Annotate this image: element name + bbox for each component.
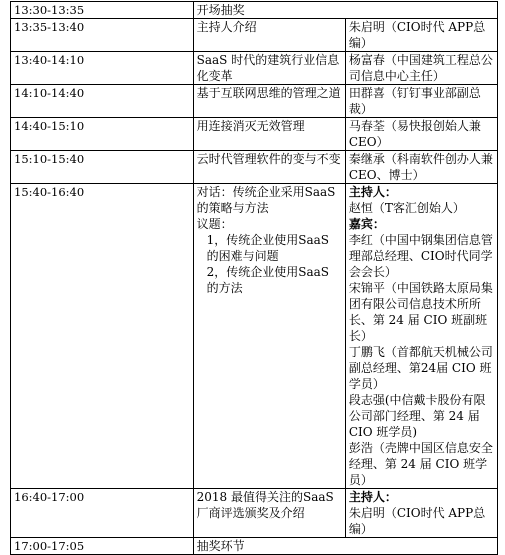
agenda-table [10,1,498,555]
table-row [11,2,498,19]
topic-cell: 用连接消灭无效管理 [193,118,345,151]
table-row [11,118,498,151]
guest-item: 丁鹏飞（首都航天机械公司副总经理、第24届 CIO 班学员） [348,345,493,391]
speaker-cell: 秦继承（科南软件创办人兼 CEO、博士） [345,151,497,184]
time-cell: 16:40-17:00 [11,489,194,538]
guest-item: 段志强(中信戴卡股份有限公司部门经理、第 24 届 CIO 班学员) [348,393,486,439]
time-cell: 13:40-14:10 [11,52,194,85]
speaker-cell: 田群喜（钉钉事业部副总裁） [345,85,497,118]
time-cell: 15:40-16:40 [11,184,194,489]
speaker-cell [345,184,497,489]
topic-cell: 2018 最值得关注的SaaS 厂商评选颁奖及介绍 [193,489,345,538]
guest-item: 宋锦平（中国铁路太原局集团有限公司信息技术所所长、第 24 届 CIO 班副班长） [348,281,493,343]
topic-cell: 云时代管理软件的变与不变 [193,151,345,184]
speaker-cell: 朱启明（CIO时代 APP总编） [345,19,497,52]
host-name: 朱启明（CIO时代 APP总编） [348,506,486,536]
guests-label: 嘉宾： [348,217,385,231]
topic-line: 对话：传统企业采用SaaS 的策略与方法 [196,185,336,215]
time-cell: 14:10-14:40 [11,85,194,118]
speaker-cell: 杨富春（中国建筑工程总公司信息中心主任） [345,52,497,85]
topic-cell: 基于互联网思维的管理之道 [193,85,345,118]
time-cell: 13:30-13:35 [11,2,194,19]
topic-line: 议题： [196,217,233,231]
time-cell: 13:35-13:40 [11,19,194,52]
topic-cell: 主持人介绍 [193,19,345,52]
topic-line: 1，传统企业使用SaaS 的困难与问题 [206,233,330,263]
table-row [11,538,498,555]
table-row [11,489,498,538]
topic-cell: 抽奖环节 [193,538,497,555]
topic-cell: SaaS 时代的建筑行业信息化变革 [193,52,345,85]
table-row [11,52,498,85]
table-row [11,184,498,489]
time-cell: 14:40-15:10 [11,118,194,151]
topic-cell: 开场抽奖 [193,2,497,19]
speaker-cell: 马春荃（易快报创始人兼CEO） [345,118,497,151]
speaker-cell [345,489,497,538]
topic-cell [193,184,345,489]
table-row [11,19,498,52]
table-row [11,85,498,118]
host-name: 赵恒（T客汇创始人） [348,201,465,215]
table-row [11,151,498,184]
host-label: 主持人： [348,490,397,504]
time-cell: 15:10-15:40 [11,151,194,184]
time-cell: 17:00-17:05 [11,538,194,555]
host-label: 主持人： [348,185,397,199]
guest-item: 李红（中国中钢集团信息管理部总经理、CIO时代同学会会长） [348,233,493,279]
guest-item: 彭浩（壳牌中国区信息安全经理、第 24 届 CIO 班学员） [348,441,493,487]
topic-line: 2，传统企业使用SaaS 的方法 [206,265,330,295]
